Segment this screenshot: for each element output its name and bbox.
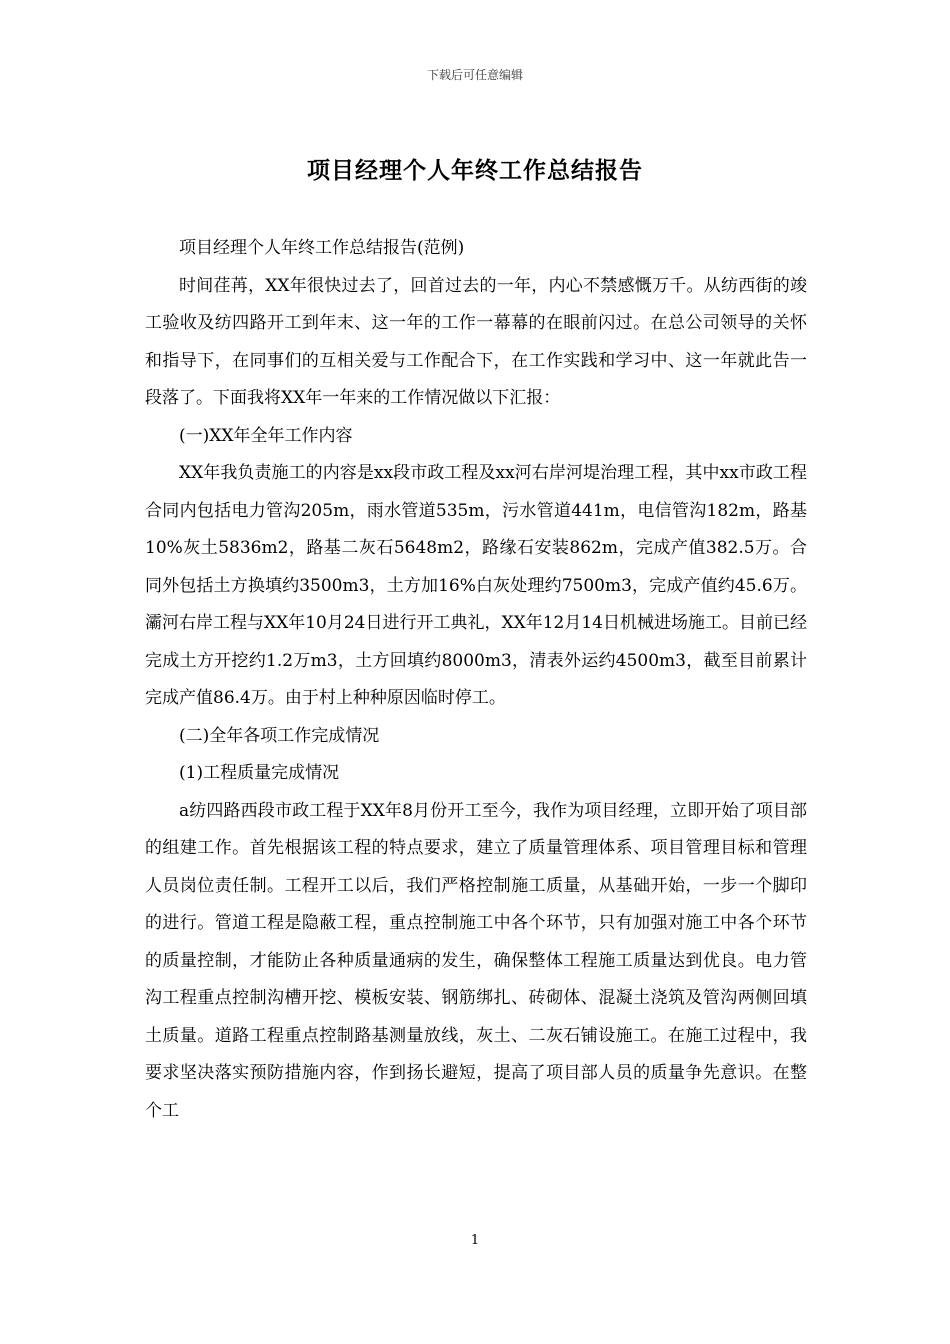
subsection-heading-quality: (1)工程质量完成情况 xyxy=(179,763,340,783)
paragraph-subtitle: 项目经理个人年终工作总结报告(范例) xyxy=(179,238,465,258)
paragraph-intro: 时间荏苒，XX年很快过去了，回首过去的一年，内心不禁感慨万千。从纺西街的竣工验收及纺四路开工到年末、这一年的工作一幕幕的在眼前闪过。在总公司领导的关怀和指导下，在同事们的互相关爱与工作配合下，在工作实践和学习中、这一年就此告一段落了。下面我将XX年一年来的工作情况做以下汇报： xyxy=(145,275,807,408)
document-body xyxy=(145,230,807,1130)
section-heading-1: (一)XX年全年工作内容 xyxy=(179,425,353,446)
header-note: 下载后可任意编辑 xyxy=(426,68,523,82)
section-heading-2: (二)全年各项工作完成情况 xyxy=(179,725,380,746)
paragraph-quality: a纺四路西段市政工程于XX年8月份开工至今，我作为项目经理，立即开始了项目部的组建工作。首先根据该工程的特点要求，建立了质量管理体系、项目管理目标和管理人员岗位责任制。工程开工以后，我们严格控制施工质量，从基础开始，一步一个脚印的进行。管道工程是隐蔽工程，重点控制施工中各个环节，只有加强对施工中各个环节的质量控制，才能防止各种质量通病的发生，确保整体工程施工质量达到优良。电力管沟工程重点控制沟槽开挖、模板安装、钢筋绑扎、砖砌体、混凝土浇筑及管沟两侧回填土质量。道路工程重点控制路基测量放线，灰土、二灰石铺设施工。在施工过程中，我要求坚决落实预防措施内容，作到扬长避短，提高了项目部人员的质量争先意识。在整个工 xyxy=(145,800,807,1121)
page-number: 1 xyxy=(470,1233,480,1248)
paragraph-work-content: XX年我负责施工的内容是xx段市政工程及xx河右岸河堤治理工程，其中xx市政工程合同内包括电力管沟205m，雨水管道535m，污水管道441m，电信管沟182m，路基10%灰土5836m2，路基二灰石5648m2，路缘石安装862m，完成产值382.5万。合同外包括土方换填约3500m3，土方加16%白灰处理约7500m3，完成产值约45.6万。灞河右岸工程与XX年10月24日进行开工典礼，XX年12月14日机械进场施工。目前已经完成土方开挖约1.2万m3，土方回填约8000m3，清表外运约4500m3，截至目前累计完成产值86.4万。由于村上种种原因临时停工。 xyxy=(145,463,807,708)
document-title: 项目经理个人年终工作总结报告 xyxy=(307,157,643,184)
